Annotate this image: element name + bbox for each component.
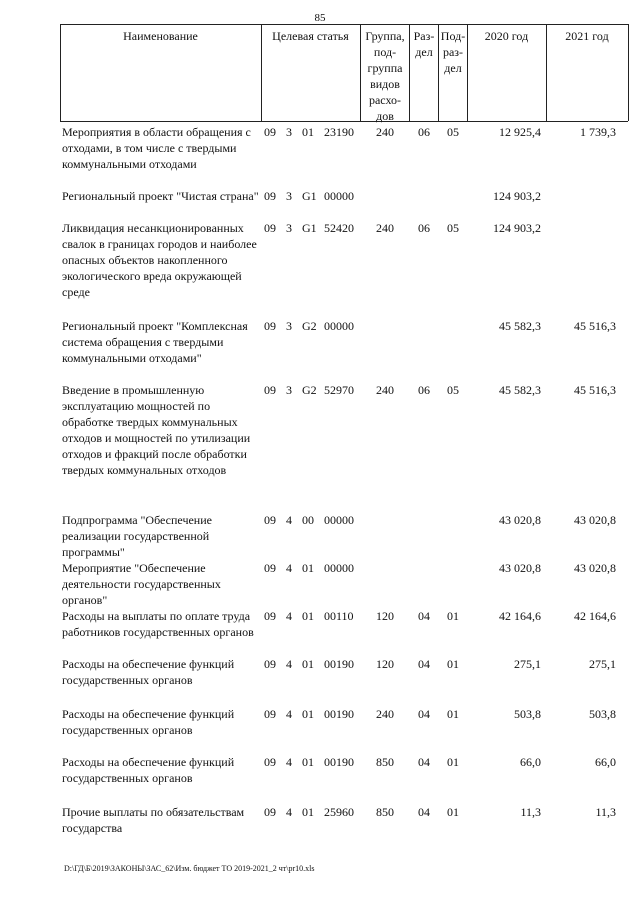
code-subprogram: 4 [286,657,292,671]
amount-2020: 43 020,8 [499,561,541,575]
code-event: 01 [302,805,314,819]
code-direction: 00190 [324,755,354,769]
group-code: 850 [376,755,394,769]
subsection-code: 01 [447,755,459,769]
header-group: Группа, под- группа видов расхо- дов [365,29,405,123]
section-code: 04 [418,805,430,819]
code-program: 09 [264,609,276,623]
subsection-code: 01 [447,657,459,671]
header-divider [360,24,361,121]
header-subsection: Под- раз- дел [440,29,466,75]
code-program: 09 [264,657,276,671]
amount-2020: 12 925,4 [499,125,541,139]
amount-2021: 45 516,3 [574,319,616,333]
amount-2020: 124 903,2 [493,221,541,235]
group-code: 120 [376,609,394,623]
section-code: 04 [418,707,430,721]
code-program: 09 [264,221,276,235]
group-code: 240 [376,707,394,721]
header-2020: 2020 год [484,29,529,43]
code-subprogram: 4 [286,755,292,769]
row-name: Прочие выплаты по обязательствам государства [62,805,245,835]
code-subprogram: 4 [286,707,292,721]
row-name: Подпрограмма "Обеспечение реализации государственной программы" [62,513,212,559]
subsection-code: 01 [447,805,459,819]
code-direction: 00110 [324,609,354,623]
header-bottom-border [60,121,628,122]
subsection-code: 05 [447,125,459,139]
header-section: Раз- дел [413,29,435,59]
row-name: Мероприятия в области обращения с отходами, в том числе с твердыми коммунальными отходами [62,125,251,171]
amount-2020: 42 164,6 [499,609,541,623]
amount-2020: 275,1 [514,657,541,671]
code-direction: 00190 [324,657,354,671]
code-event: 01 [302,125,314,139]
code-event: G2 [302,319,317,333]
code-direction: 25960 [324,805,354,819]
amount-2021: 45 516,3 [574,383,616,397]
code-subprogram: 3 [286,319,292,333]
amount-2021: 11,3 [595,805,616,819]
subsection-code: 05 [447,221,459,235]
code-direction: 00190 [324,707,354,721]
amount-2021: 503,8 [589,707,616,721]
code-direction: 00000 [324,319,354,333]
code-event: 01 [302,609,314,623]
header-target: Целевая статья [272,29,349,43]
amount-2021: 275,1 [589,657,616,671]
code-subprogram: 3 [286,125,292,139]
code-direction: 00000 [324,189,354,203]
code-event: 01 [302,755,314,769]
header-2021: 2021 год [565,29,609,43]
section-code: 04 [418,755,430,769]
amount-2020: 45 582,3 [499,383,541,397]
group-code: 850 [376,805,394,819]
row-name: Введение в промышленную эксплуатацию мощностей по обработке твердых коммунальных отходов и мощностей по утилизации отходов и фракций после обработки твердых коммунальных отходов [62,383,251,477]
section-code: 06 [418,221,430,235]
code-event: 01 [302,657,314,671]
amount-2020: 43 020,8 [499,513,541,527]
amount-2021: 1 739,3 [580,125,616,139]
group-code: 240 [376,383,394,397]
section-code: 06 [418,383,430,397]
code-direction: 00000 [324,513,354,527]
row-name: Расходы на обеспечение функций государственных органов [62,707,235,737]
code-direction: 52970 [324,383,354,397]
amount-2021: 42 164,6 [574,609,616,623]
code-event: G1 [302,189,317,203]
subsection-code: 05 [447,383,459,397]
amount-2021: 66,0 [595,755,616,769]
row-name: Расходы на обеспечение функций государственных органов [62,755,235,785]
code-direction: 00000 [324,561,354,575]
code-direction: 23190 [324,125,354,139]
code-subprogram: 4 [286,561,292,575]
group-code: 240 [376,221,394,235]
amount-2020: 124 903,2 [493,189,541,203]
code-subprogram: 3 [286,383,292,397]
code-program: 09 [264,805,276,819]
row-name: Мероприятие "Обеспечение деятельности государственных органов" [62,561,221,607]
code-program: 09 [264,383,276,397]
amount-2020: 66,0 [520,755,541,769]
page-number: 85 [314,12,326,24]
code-subprogram: 4 [286,513,292,527]
code-event: 01 [302,707,314,721]
section-code: 04 [418,657,430,671]
code-event: 01 [302,561,314,575]
code-direction: 52420 [324,221,354,235]
amount-2020: 45 582,3 [499,319,541,333]
amount-2020: 503,8 [514,707,541,721]
row-name: Региональный проект "Комплексная система обращения с твердыми коммунальными отходами" [62,319,248,365]
amount-2021: 43 020,8 [574,561,616,575]
code-subprogram: 4 [286,805,292,819]
code-program: 09 [264,125,276,139]
code-program: 09 [264,755,276,769]
subsection-code: 01 [447,707,459,721]
group-code: 240 [376,125,394,139]
code-subprogram: 3 [286,189,292,203]
header-name: Наименование [123,29,198,43]
code-event: G1 [302,221,317,235]
code-program: 09 [264,319,276,333]
code-program: 09 [264,561,276,575]
code-subprogram: 4 [286,609,292,623]
subsection-code: 01 [447,609,459,623]
code-event: 00 [302,513,314,527]
amount-2020: 11,3 [520,805,541,819]
file-path-footer: D:\ГД\Б\2019\ЗАКОНЫ\ЗАС_62\Изм. бюджет ТО 2019-2021_2 чт\pr10.xls [64,864,315,873]
amount-2021: 43 020,8 [574,513,616,527]
code-program: 09 [264,513,276,527]
row-name: Расходы на выплаты по оплате труда работников государственных органов [62,609,254,639]
section-code: 06 [418,125,430,139]
row-name: Ликвидация несанкционированных свалок в границах городов и наиболее опасных объектов накопленного экологического вреда окружающей среде [62,221,257,299]
group-code: 120 [376,657,394,671]
section-code: 04 [418,609,430,623]
row-name: Региональный проект "Чистая страна" [62,189,259,203]
code-program: 09 [264,707,276,721]
header-top-border [60,24,628,25]
code-program: 09 [264,189,276,203]
code-event: G2 [302,383,317,397]
code-subprogram: 3 [286,221,292,235]
header-divider [628,24,629,121]
row-name: Расходы на обеспечение функций государственных органов [62,657,235,687]
